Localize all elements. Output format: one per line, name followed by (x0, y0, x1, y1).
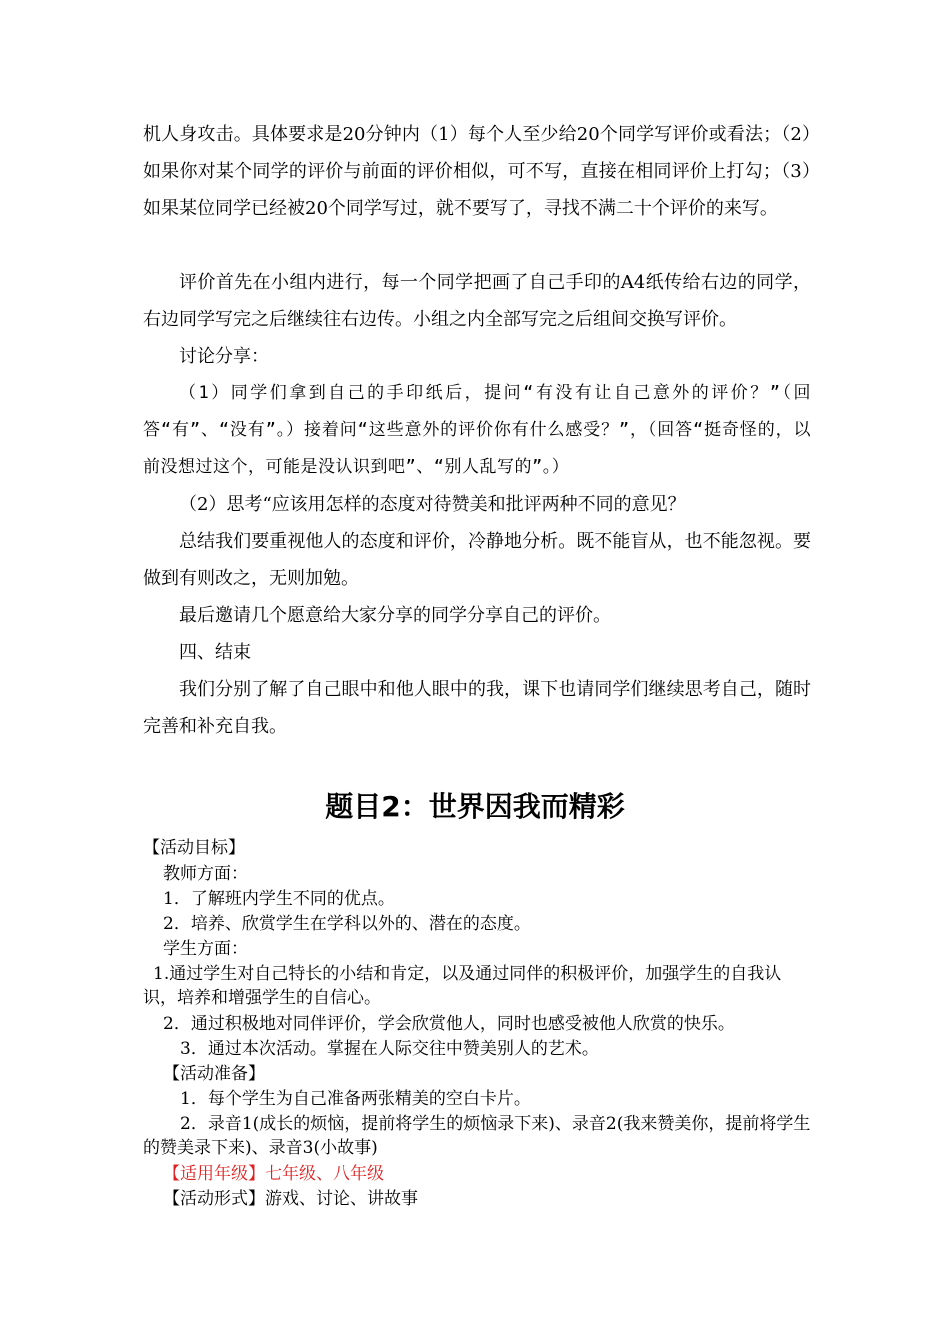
preparation-item-1: 1．每个学生为自己准备两张精美的空白卡片。 (180, 1089, 531, 1109)
activity-form-line: 【活动形式】游戏、讨论、讲故事 (163, 1189, 418, 1209)
preparation-item-2: 2．录音1(成长的烦恼，提前将学生的烦恼录下来)、录音2(我来赞美你，提前将学生的赞美录下来)、录音3(小故事) (143, 1114, 811, 1158)
activity-goal-heading: 【活动目标】 (143, 838, 245, 858)
teacher-item-1: 1．了解班内学生不同的优点。 (163, 889, 395, 909)
student-item-2: 2．通过积极地对同伴评价，学会欣赏他人，同时也感受被他人欣赏的快乐。 (163, 1014, 735, 1034)
teacher-heading: 教师方面： (163, 864, 248, 884)
section-title: 题目2：世界因我而精彩 (325, 790, 625, 823)
paragraph-conclusion: 我们分别了解了自己眼中和他人眼中的我，课下也请同学们继续思考自己，随时完善和补充自我。 (143, 679, 811, 737)
teacher-item-2: 2．培养、欣赏学生在学科以外的、潜在的态度。 (163, 914, 531, 934)
paragraph-end-heading: 四、结束 (179, 642, 251, 663)
paragraph-discussion-heading: 讨论分享： (179, 346, 269, 367)
student-heading: 学生方面： (163, 939, 248, 959)
paragraph-summary: 总结我们要重视他人的态度和评价，冷静地分析。既不能盲从，也不能忽视。要做到有则改之，无则加勉。 (143, 531, 811, 589)
paragraph-discussion-question-2: （2）思考“应该用怎样的态度对待赞美和批评两种不同的意见？ (179, 494, 686, 515)
paragraph-evaluation-rules: 机人身攻击。具体要求是20分钟内（1）每个人至少给20个同学写评价或看法；（2）如果你对某个同学的评价与前面的评价相似，可不写，直接在相同评价上打勾；（3）如果某位同学已经被20个同学写过，就不要写了，寻找不满二十个评价的来写。 (143, 124, 811, 219)
paragraph-sharing: 最后邀请几个愿意给大家分享的同学分享自己的评价。 (179, 605, 611, 626)
grade-level-line: 【适用年级】七年级、八年级 (163, 1164, 384, 1184)
paragraph-discussion-question-1: （1）同学们拿到自己的手印纸后，提问“有没有让自己意外的评价？”（回答“有”、“没有”。）接着问“这些意外的评价你有什么感受？”，（回答“挺奇怪的，以前没想过这个，可能是没认识到吧”、“别人乱写的”。） (143, 383, 811, 477)
student-item-1: 1.通过学生对自己特长的小结和肯定，以及通过同伴的积极评价，加强学生的自我认识，培养和增强学生的自信心。 (143, 964, 782, 1008)
paragraph-group-evaluation: 评价首先在小组内进行，每一个同学把画了自己手印的A4纸传给右边的同学，右边同学写完之后继续往右边传。小组之内全部写完之后组间交换写评价。 (143, 272, 811, 330)
preparation-heading: 【活动准备】 (163, 1064, 265, 1084)
student-item-3: 3．通过本次活动。掌握在人际交往中赞美别人的艺术。 (180, 1039, 599, 1059)
